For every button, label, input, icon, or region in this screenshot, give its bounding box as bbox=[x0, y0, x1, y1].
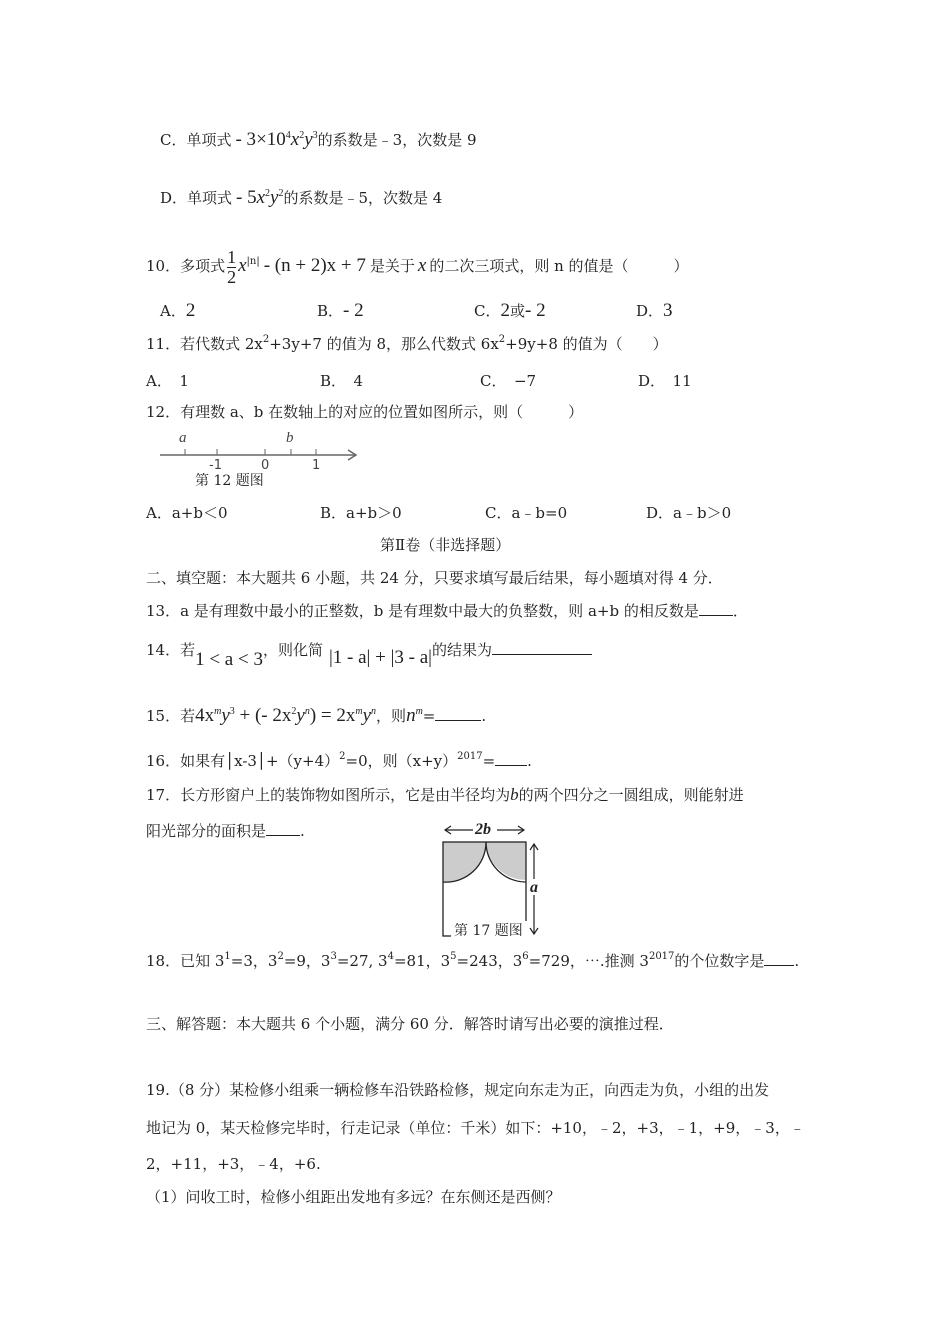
shaded-sunlit-region bbox=[443, 842, 526, 882]
q12-option-d: D．a﹣b＞0 bbox=[646, 504, 732, 522]
q12-number-line-figure bbox=[155, 425, 365, 490]
q9-d-expression: - $5x^2y^2$ bbox=[236, 187, 284, 208]
label-minus-1: -1 bbox=[209, 458, 222, 473]
section-two-heading: 二、填空题：本大题共 6 小题，共 24 分，只要求填写最后结果，每小题填对得 4 分． bbox=[146, 569, 723, 587]
label-1: 1 bbox=[312, 458, 321, 473]
q17-line-1: 17．长方形窗户上的装饰物如图所示，它是由半径均为b的两个四分之一圆组成，则能射进 bbox=[146, 785, 744, 804]
label-a: a bbox=[179, 430, 187, 446]
q11-option-c: C． −7 bbox=[480, 372, 537, 390]
q19-line-3: 2，+11，+3，﹣4，+6. bbox=[146, 1155, 321, 1173]
q12-question: 12．有理数 a、b 在数轴上的对应的位置如图所示，则（ ） bbox=[146, 403, 584, 421]
q9-option-d: D．单项式 - $5x^2y^2$的系数是﹣5，次数是 4 bbox=[160, 187, 443, 208]
q14-inequality: 1 < a < 3 bbox=[195, 649, 263, 670]
q10-question: 10．多项式 $\frac{1}{2}$ $x^{|n|} - (n + 2)x + 7$ 是关于 x 的二次三项式，则 n 的值是（ ） bbox=[146, 246, 689, 287]
q10-option-b: B．- 2 bbox=[317, 300, 364, 321]
figure-17-caption: 第 17 题图 bbox=[454, 923, 523, 939]
height-label: a bbox=[530, 879, 538, 896]
q14-answer-blank bbox=[492, 654, 592, 655]
q19-line-1: 19.（8 分）某检修小组乘一辆检修车沿铁路检修，规定向东走为正，向西走为负，小组的出发 bbox=[146, 1081, 770, 1099]
width-label: 2b bbox=[475, 821, 491, 838]
q15-answer-blank bbox=[435, 720, 481, 721]
q12-option-a: A．a+b＜0 bbox=[146, 504, 228, 522]
q14-expression: |1 - a| + |3 - a| bbox=[328, 647, 432, 668]
q17-line-2: 阳光部分的面积是 . bbox=[146, 822, 305, 840]
q17-answer-blank bbox=[266, 835, 300, 836]
q9-option-c: C．单项式 - $3\times 10^4x^2y^3$的系数是﹣3，次数是 9 bbox=[160, 129, 477, 150]
label-0: 0 bbox=[261, 458, 270, 473]
q12-option-b: B．a+b＞0 bbox=[320, 504, 402, 522]
q10-fraction: $\frac{1}{2}$ bbox=[227, 246, 237, 287]
figure-12-caption: 第 12 题图 bbox=[195, 473, 264, 489]
q11-option-d: D． 11 bbox=[638, 372, 692, 390]
volume-two-title: 第Ⅱ卷（非选择题） bbox=[380, 536, 511, 554]
q15-equation: $4x^my^3$ + (- $2x^2y^n) = 2x^my^n$ bbox=[195, 705, 377, 726]
q17-window-figure bbox=[437, 820, 549, 940]
q14-question: 14．若1 < a < 3，则化简 |1 - a| + |3 - a|的结果为 bbox=[146, 634, 592, 666]
q10-option-c: C．2或- 2 bbox=[474, 300, 546, 321]
q12-option-c: C．a﹣b=0 bbox=[485, 504, 568, 522]
q11-option-a: A． 1 bbox=[146, 372, 189, 390]
q18-answer-blank bbox=[764, 965, 794, 966]
q11-question: 11．若代数式 $2x^2+3y+7$ 的值为 8，那么代数式 $6x^2+9y+8$ 的值为（ ） bbox=[146, 334, 668, 353]
q13-answer-blank bbox=[699, 615, 733, 616]
q16-answer-blank bbox=[495, 765, 527, 766]
q18-question: 18．已知 $3^1=3$，$3^2=9$，$3^3=27$, $3^4=81$，$3^5=243$，$3^6=729$，⋯.推测 $3^{2017}$的个位数字是 . bbox=[146, 951, 800, 970]
q9-c-expression: - $3\times 10^4x^2y^3$ bbox=[235, 129, 318, 150]
q13-question: 13．a 是有理数中最小的正整数，b 是有理数中最大的负整数，则 a+b 的相反数是 ． bbox=[146, 602, 748, 620]
q15-question: 15．若$4x^my^3$ + (- $2x^2y^n) = 2x^my^n$，则$n^m=$ . bbox=[146, 705, 487, 726]
q19-subquestion-1: （1）问收工时，检修小组距出发地有多远？在东侧还是西侧？ bbox=[146, 1188, 561, 1206]
section-three-heading: 三、解答题：本大题共 6 个小题，满分 60 分．解答时请写出必要的演推过程． bbox=[146, 1015, 674, 1033]
q16-question: 16．如果有$│x-3│+(y+4)^2=0$，则$(x+y)^{2017}=$ . bbox=[146, 751, 532, 770]
q11-option-b: B． 4 bbox=[320, 372, 364, 390]
q19-line-2: 地记为 0，某天检修完毕时，行走记录（单位：千米）如下：+10，﹣2，+3，﹣1，+9，﹣3，﹣ bbox=[146, 1119, 805, 1137]
label-b: b bbox=[286, 430, 294, 446]
q10-option-a: A．2 bbox=[160, 300, 196, 321]
q10-option-d: D．3 bbox=[636, 300, 673, 321]
